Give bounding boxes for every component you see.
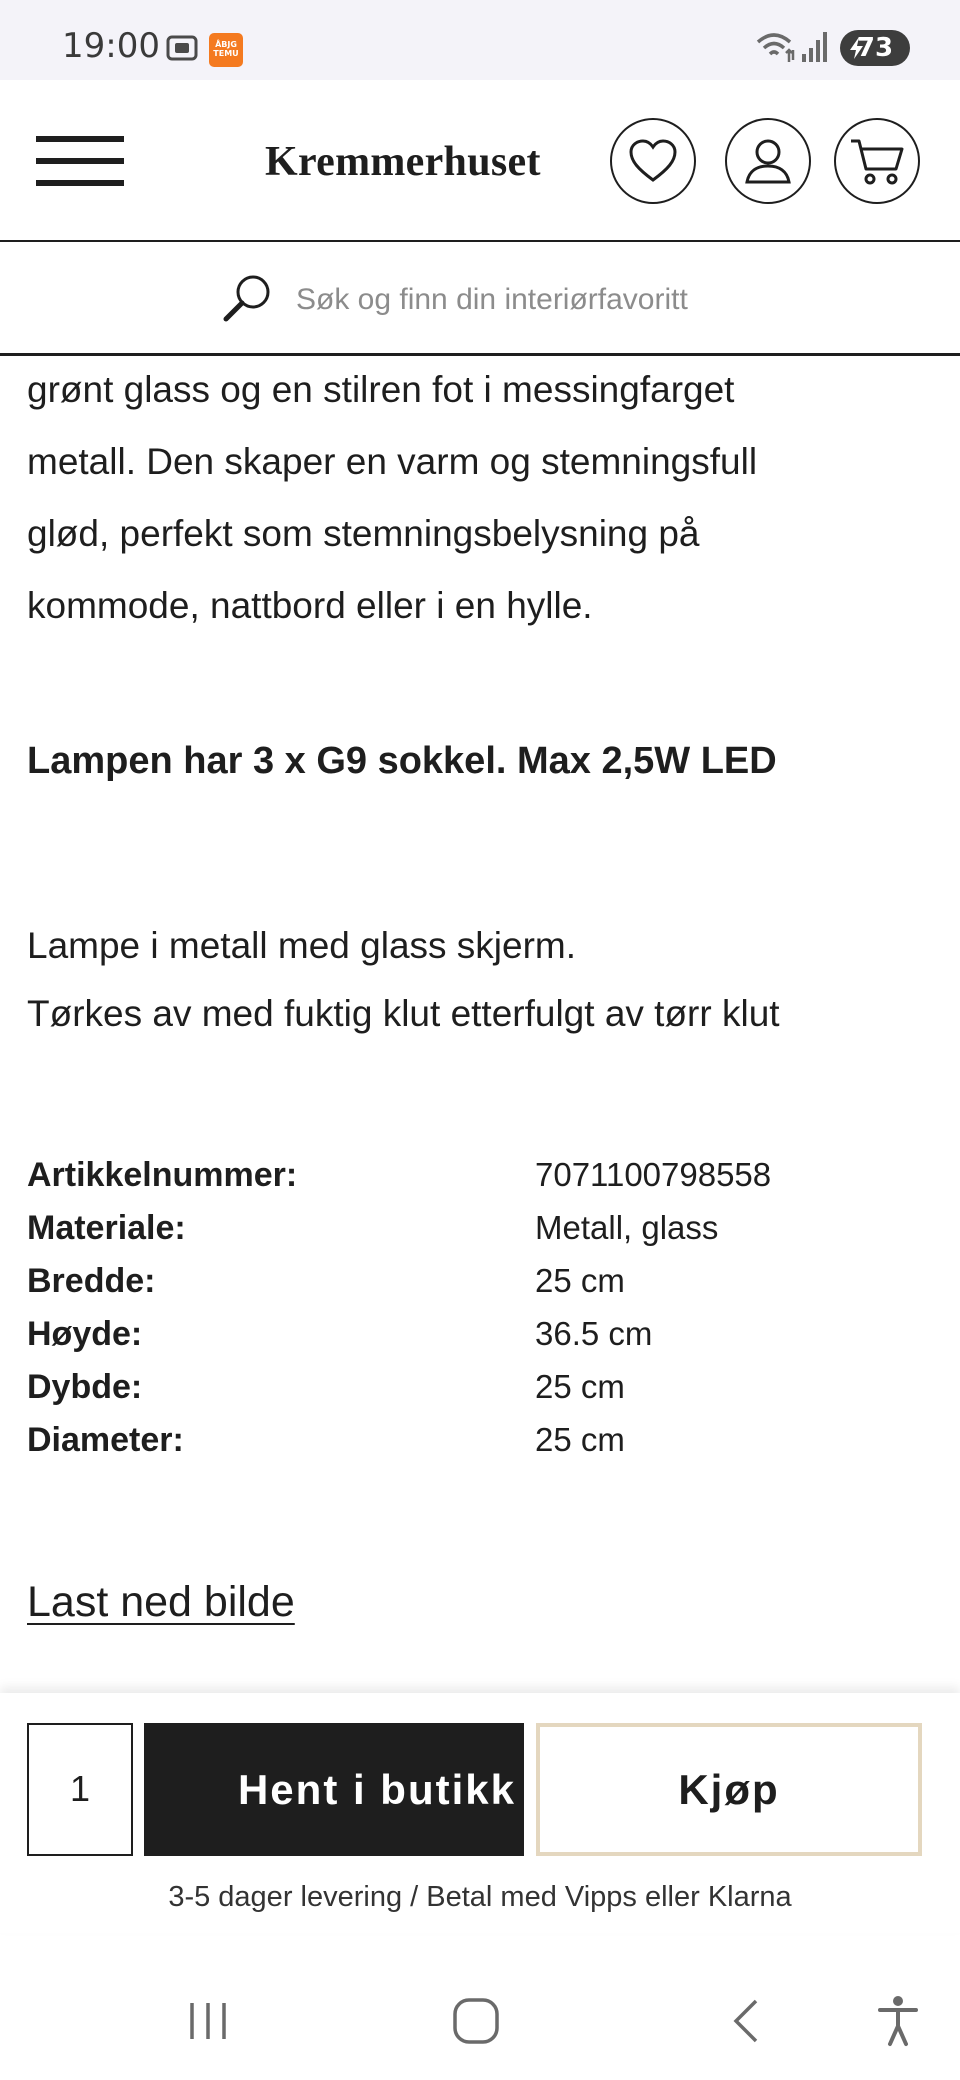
wishlist-button[interactable] (610, 118, 696, 204)
cart-button[interactable] (834, 118, 920, 204)
search-bar (0, 243, 960, 356)
spec-row (27, 1421, 927, 1474)
spec-value: 25 cm (535, 1368, 625, 1405)
user-icon (743, 136, 793, 186)
purchase-bar (0, 1693, 960, 1933)
spec-label: Dybde: (27, 1368, 143, 1406)
site-header (0, 80, 960, 242)
spec-label: Bredde: (27, 1262, 156, 1300)
buy-button[interactable]: Kjøp (536, 1723, 922, 1856)
accessibility-button[interactable] (858, 1988, 938, 2054)
heart-icon (628, 138, 678, 184)
screenshot-icon (166, 33, 198, 68)
quantity-field[interactable]: 1 (27, 1723, 133, 1856)
spec-value: 25 cm (535, 1421, 625, 1458)
home-button[interactable] (436, 1988, 516, 2054)
spec-value: Metall, glass (535, 1209, 719, 1246)
spec-label: Diameter: (27, 1421, 184, 1459)
back-button[interactable] (706, 1988, 786, 2054)
spec-value: 25 cm (535, 1262, 625, 1299)
spec-label: Høyde: (27, 1315, 143, 1353)
spec-label: Artikkelnummer: (27, 1156, 298, 1194)
description-line: glød, perfekt som stemningsbelysning på (27, 513, 700, 554)
status-bar (0, 0, 960, 80)
wifi-icon (756, 30, 796, 69)
bulb-spec-note: Lampen har 3 x G9 sokkel. Max 2,5W LED (27, 740, 777, 782)
recent-apps-button[interactable] (168, 1988, 248, 2054)
download-image-link[interactable]: Last ned bilde (27, 1578, 295, 1626)
description-line: grønt glass og en stilren fot i messingfarget (27, 369, 735, 410)
menu-icon-line (36, 136, 124, 142)
system-nav-bar (0, 1960, 960, 2080)
account-button[interactable] (725, 118, 811, 204)
description-line: kommode, nattbord eller i en hylle. (27, 585, 593, 626)
spec-row (27, 1368, 927, 1421)
status-time: 19:00 (62, 26, 160, 66)
spec-row (27, 1156, 927, 1209)
material-note: Lampe i metall med glass skjerm. (27, 925, 577, 966)
product-details (0, 300, 960, 1700)
search-input[interactable] (296, 273, 796, 327)
description-line: metall. Den skaper en varm og stemningsfull (27, 441, 758, 482)
delivery-info: 3-5 dager levering / Betal med Vipps eller Klarna (168, 1881, 792, 1913)
back-icon (728, 1997, 764, 2045)
product-description (27, 320, 927, 642)
spec-row (27, 1315, 927, 1368)
spec-row (27, 1262, 927, 1315)
cart-icon (849, 136, 905, 186)
signal-icon (800, 30, 830, 69)
search-icon[interactable] (222, 273, 274, 328)
menu-icon-line (36, 158, 124, 164)
recent-apps-icon (186, 1999, 230, 2043)
brand-logo[interactable]: Kremmerhuset (265, 139, 541, 185)
specs-table (27, 1156, 927, 1474)
battery-indicator (840, 30, 910, 66)
care-instructions: Tørkes av med fuktig klut etterfulgt av tørr klut (27, 993, 780, 1034)
menu-icon-line (36, 180, 124, 186)
temu-app-icon: ÅBJG TEMU (209, 33, 243, 67)
pickup-in-store-button[interactable]: Hent i butikk (144, 1723, 524, 1856)
accessibility-icon (876, 1995, 920, 2047)
home-icon (451, 1996, 501, 2046)
menu-button[interactable] (34, 126, 124, 196)
spec-label: Materiale: (27, 1209, 186, 1247)
spec-value: 36.5 cm (535, 1315, 653, 1352)
spec-value: 7071100798558 (535, 1156, 772, 1193)
spec-row (27, 1209, 927, 1262)
battery-level: 73 (856, 33, 894, 63)
